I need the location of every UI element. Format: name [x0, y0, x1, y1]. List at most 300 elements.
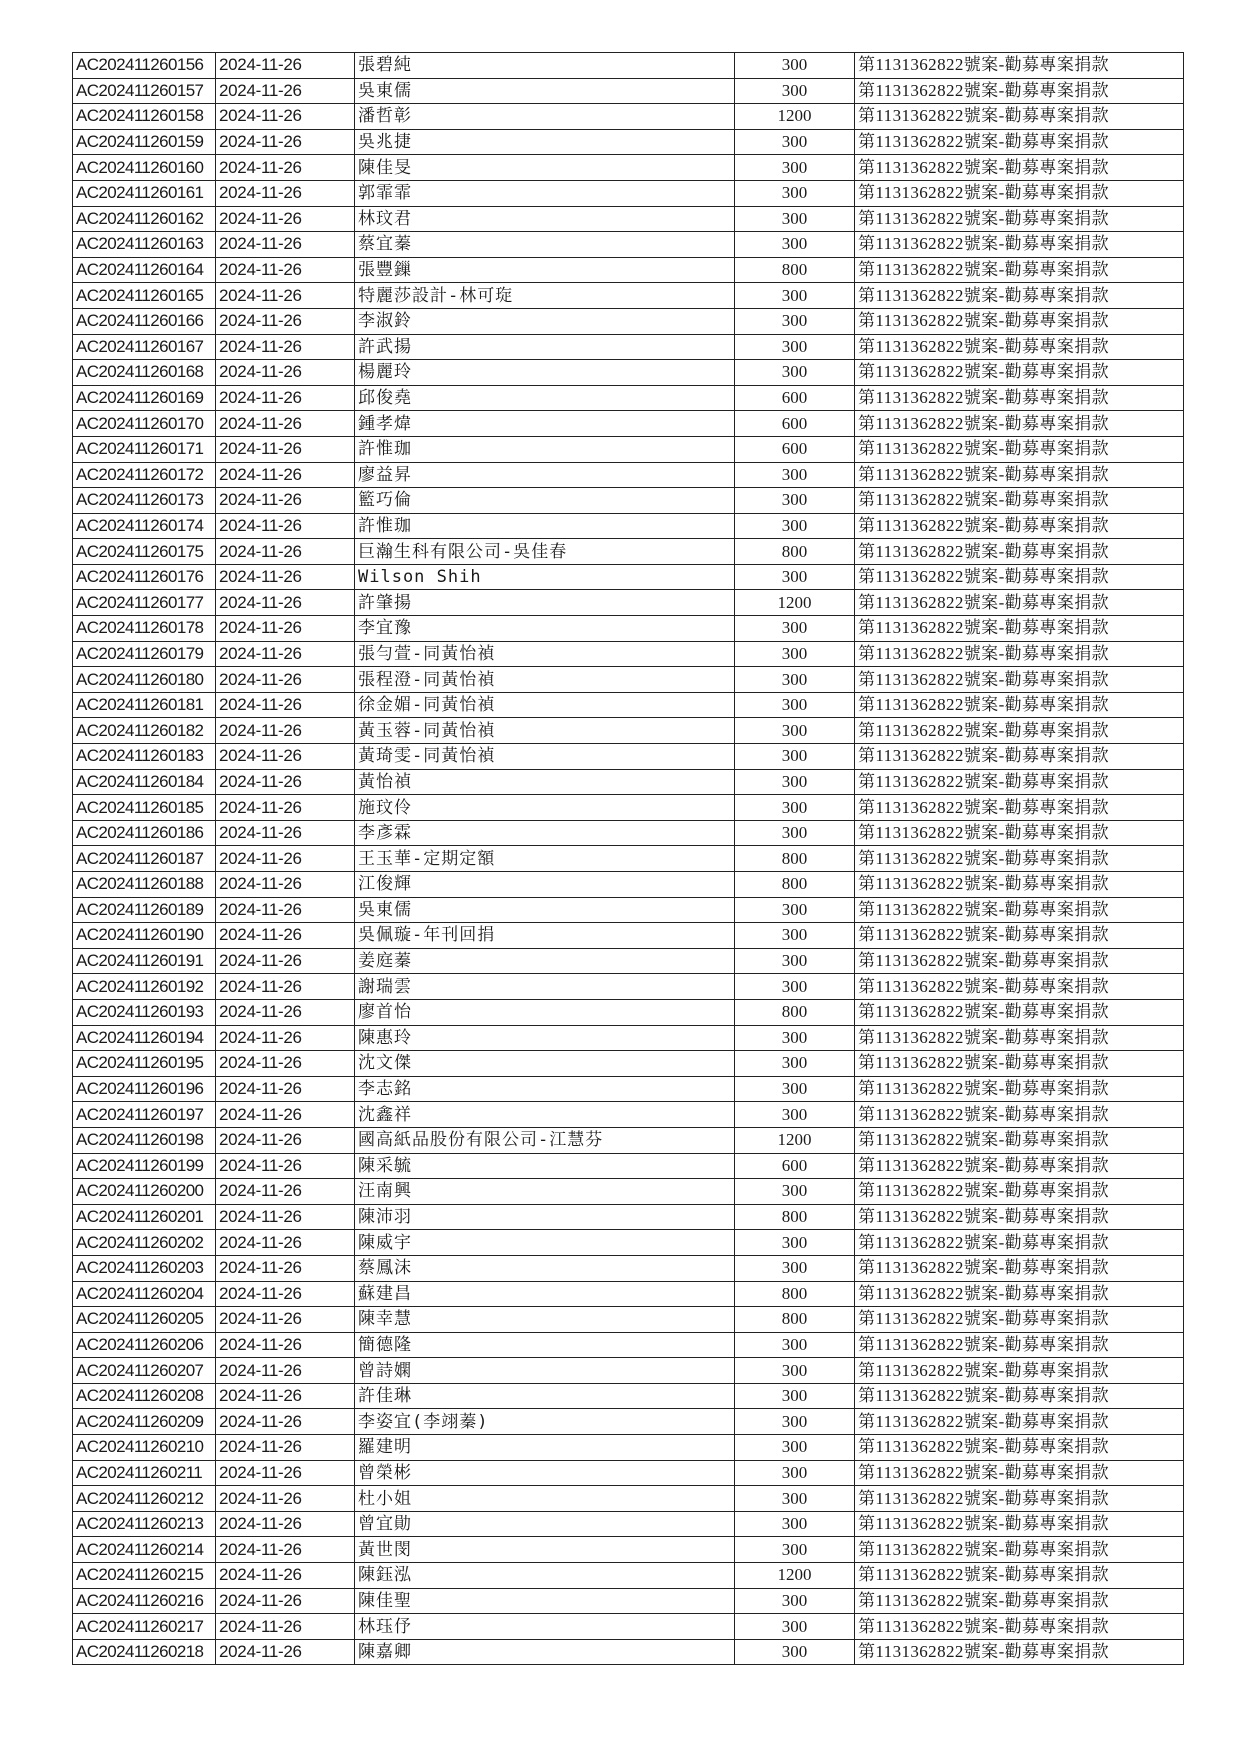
- date-cell: 2024-11-26: [216, 923, 355, 949]
- donor-name-cell: 黃玉蓉-同黃怡禎: [355, 718, 735, 744]
- donor-name-cell: 曾榮彬: [355, 1460, 735, 1486]
- note-cell: 第1131362822號案-勸募專案捐款: [855, 1588, 1184, 1614]
- donor-name-cell: 巨瀚生科有限公司-吳佳春: [355, 539, 735, 565]
- amount-cell: 300: [735, 641, 855, 667]
- amount-cell: 300: [735, 1383, 855, 1409]
- date-cell: 2024-11-26: [216, 999, 355, 1025]
- donor-name-cell: 江俊輝: [355, 872, 735, 898]
- table-row: [73, 232, 1184, 258]
- table-row: [73, 78, 1184, 104]
- amount-cell: 300: [735, 820, 855, 846]
- receipt-id-cell: AC202411260161: [73, 180, 216, 206]
- date-cell: 2024-11-26: [216, 513, 355, 539]
- receipt-id-cell: AC202411260160: [73, 155, 216, 181]
- receipt-id-cell: AC202411260205: [73, 1307, 216, 1333]
- note-cell: 第1131362822號案-勸募專案捐款: [855, 539, 1184, 565]
- amount-cell: 300: [735, 1230, 855, 1256]
- date-cell: 2024-11-26: [216, 948, 355, 974]
- amount-cell: 300: [735, 1511, 855, 1537]
- date-cell: 2024-11-26: [216, 692, 355, 718]
- amount-cell: 300: [735, 513, 855, 539]
- receipt-id-cell: AC202411260158: [73, 104, 216, 130]
- date-cell: 2024-11-26: [216, 78, 355, 104]
- note-cell: 第1131362822號案-勸募專案捐款: [855, 385, 1184, 411]
- receipt-id-cell: AC202411260196: [73, 1076, 216, 1102]
- table-row: [73, 590, 1184, 616]
- amount-cell: 600: [735, 1153, 855, 1179]
- receipt-id-cell: AC202411260206: [73, 1332, 216, 1358]
- note-cell: 第1131362822號案-勸募專案捐款: [855, 1639, 1184, 1665]
- note-cell: 第1131362822號案-勸募專案捐款: [855, 488, 1184, 514]
- receipt-id-cell: AC202411260213: [73, 1511, 216, 1537]
- receipt-id-cell: AC202411260216: [73, 1588, 216, 1614]
- receipt-id-cell: AC202411260181: [73, 692, 216, 718]
- receipt-id-cell: AC202411260214: [73, 1537, 216, 1563]
- receipt-id-cell: AC202411260175: [73, 539, 216, 565]
- table-row: [73, 974, 1184, 1000]
- donor-name-cell: 國高紙品股份有限公司-江慧芬: [355, 1127, 735, 1153]
- amount-cell: 300: [735, 1639, 855, 1665]
- receipt-id-cell: AC202411260186: [73, 820, 216, 846]
- table-row: [73, 1332, 1184, 1358]
- table-row: [73, 1076, 1184, 1102]
- amount-cell: 300: [735, 1409, 855, 1435]
- receipt-id-cell: AC202411260207: [73, 1358, 216, 1384]
- note-cell: 第1131362822號案-勸募專案捐款: [855, 744, 1184, 770]
- date-cell: 2024-11-26: [216, 283, 355, 309]
- table-row: [73, 1307, 1184, 1333]
- note-cell: 第1131362822號案-勸募專案捐款: [855, 360, 1184, 386]
- receipt-id-cell: AC202411260203: [73, 1255, 216, 1281]
- receipt-id-cell: AC202411260183: [73, 744, 216, 770]
- receipt-id-cell: AC202411260166: [73, 308, 216, 334]
- table-row: [73, 564, 1184, 590]
- date-cell: 2024-11-26: [216, 462, 355, 488]
- note-cell: 第1131362822號案-勸募專案捐款: [855, 1153, 1184, 1179]
- donor-name-cell: 李淑鈴: [355, 308, 735, 334]
- table-row: [73, 1435, 1184, 1461]
- amount-cell: 1200: [735, 590, 855, 616]
- date-cell: 2024-11-26: [216, 641, 355, 667]
- amount-cell: 300: [735, 692, 855, 718]
- date-cell: 2024-11-26: [216, 1358, 355, 1384]
- donation-ledger-table: [72, 52, 1184, 1665]
- date-cell: 2024-11-26: [216, 1435, 355, 1461]
- note-cell: 第1131362822號案-勸募專案捐款: [855, 1076, 1184, 1102]
- note-cell: 第1131362822號案-勸募專案捐款: [855, 129, 1184, 155]
- receipt-id-cell: AC202411260167: [73, 334, 216, 360]
- amount-cell: 300: [735, 180, 855, 206]
- note-cell: 第1131362822號案-勸募專案捐款: [855, 872, 1184, 898]
- date-cell: 2024-11-26: [216, 1179, 355, 1205]
- amount-cell: 300: [735, 667, 855, 693]
- donor-name-cell: 黃怡禎: [355, 769, 735, 795]
- receipt-id-cell: AC202411260208: [73, 1383, 216, 1409]
- table-row: [73, 360, 1184, 386]
- donor-name-cell: 郭霏霏: [355, 180, 735, 206]
- note-cell: 第1131362822號案-勸募專案捐款: [855, 155, 1184, 181]
- amount-cell: 800: [735, 999, 855, 1025]
- donor-name-cell: 蔡宜蓁: [355, 232, 735, 258]
- amount-cell: 300: [735, 334, 855, 360]
- table-row: [73, 53, 1184, 79]
- table-row: [73, 488, 1184, 514]
- date-cell: 2024-11-26: [216, 1486, 355, 1512]
- donor-name-cell: 姜庭蓁: [355, 948, 735, 974]
- table-row: [73, 1358, 1184, 1384]
- receipt-id-cell: AC202411260197: [73, 1102, 216, 1128]
- date-cell: 2024-11-26: [216, 180, 355, 206]
- note-cell: 第1131362822號案-勸募專案捐款: [855, 1051, 1184, 1077]
- receipt-id-cell: AC202411260171: [73, 436, 216, 462]
- table-row: [73, 539, 1184, 565]
- date-cell: 2024-11-26: [216, 667, 355, 693]
- donor-name-cell: 李彥霖: [355, 820, 735, 846]
- amount-cell: 300: [735, 232, 855, 258]
- table-row: [73, 718, 1184, 744]
- date-cell: 2024-11-26: [216, 1204, 355, 1230]
- table-row: [73, 283, 1184, 309]
- table-row: [73, 1486, 1184, 1512]
- amount-cell: 300: [735, 488, 855, 514]
- donor-name-cell: 廖益昇: [355, 462, 735, 488]
- donor-name-cell: Wilson Shih: [355, 564, 735, 590]
- donor-name-cell: 張豐鏁: [355, 257, 735, 283]
- donor-name-cell: 曾詩嫻: [355, 1358, 735, 1384]
- date-cell: 2024-11-26: [216, 1153, 355, 1179]
- amount-cell: 300: [735, 78, 855, 104]
- table-row: [73, 1588, 1184, 1614]
- amount-cell: 800: [735, 846, 855, 872]
- amount-cell: 800: [735, 539, 855, 565]
- date-cell: 2024-11-26: [216, 795, 355, 821]
- date-cell: 2024-11-26: [216, 1537, 355, 1563]
- donor-name-cell: 邱俊堯: [355, 385, 735, 411]
- receipt-id-cell: AC202411260193: [73, 999, 216, 1025]
- donor-name-cell: 陳沛羽: [355, 1204, 735, 1230]
- receipt-id-cell: AC202411260182: [73, 718, 216, 744]
- amount-cell: 300: [735, 155, 855, 181]
- date-cell: 2024-11-26: [216, 155, 355, 181]
- receipt-id-cell: AC202411260178: [73, 616, 216, 642]
- note-cell: 第1131362822號案-勸募專案捐款: [855, 53, 1184, 79]
- receipt-id-cell: AC202411260168: [73, 360, 216, 386]
- receipt-id-cell: AC202411260201: [73, 1204, 216, 1230]
- table-row: [73, 667, 1184, 693]
- table-row: [73, 1409, 1184, 1435]
- date-cell: 2024-11-26: [216, 488, 355, 514]
- table-row: [73, 257, 1184, 283]
- note-cell: 第1131362822號案-勸募專案捐款: [855, 948, 1184, 974]
- date-cell: 2024-11-26: [216, 1025, 355, 1051]
- table-row: [73, 385, 1184, 411]
- table-row: [73, 1230, 1184, 1256]
- receipt-id-cell: AC202411260177: [73, 590, 216, 616]
- donor-name-cell: 李宜豫: [355, 616, 735, 642]
- note-cell: 第1131362822號案-勸募專案捐款: [855, 1460, 1184, 1486]
- date-cell: 2024-11-26: [216, 308, 355, 334]
- date-cell: 2024-11-26: [216, 1051, 355, 1077]
- date-cell: 2024-11-26: [216, 820, 355, 846]
- date-cell: 2024-11-26: [216, 206, 355, 232]
- donor-name-cell: 陳佳旻: [355, 155, 735, 181]
- table-row: [73, 948, 1184, 974]
- date-cell: 2024-11-26: [216, 897, 355, 923]
- receipt-id-cell: AC202411260218: [73, 1639, 216, 1665]
- note-cell: 第1131362822號案-勸募專案捐款: [855, 846, 1184, 872]
- table-row: [73, 1255, 1184, 1281]
- table-row: [73, 744, 1184, 770]
- table-row: [73, 923, 1184, 949]
- date-cell: 2024-11-26: [216, 436, 355, 462]
- date-cell: 2024-11-26: [216, 744, 355, 770]
- amount-cell: 300: [735, 1588, 855, 1614]
- donor-name-cell: 曾宜勛: [355, 1511, 735, 1537]
- receipt-id-cell: AC202411260204: [73, 1281, 216, 1307]
- amount-cell: 300: [735, 795, 855, 821]
- amount-cell: 300: [735, 923, 855, 949]
- amount-cell: 300: [735, 1537, 855, 1563]
- date-cell: 2024-11-26: [216, 846, 355, 872]
- receipt-id-cell: AC202411260215: [73, 1563, 216, 1589]
- note-cell: 第1131362822號案-勸募專案捐款: [855, 1230, 1184, 1256]
- note-cell: 第1131362822號案-勸募專案捐款: [855, 180, 1184, 206]
- amount-cell: 300: [735, 1255, 855, 1281]
- donor-name-cell: 黃琦雯-同黃怡禎: [355, 744, 735, 770]
- receipt-id-cell: AC202411260199: [73, 1153, 216, 1179]
- amount-cell: 300: [735, 1102, 855, 1128]
- date-cell: 2024-11-26: [216, 564, 355, 590]
- amount-cell: 800: [735, 257, 855, 283]
- date-cell: 2024-11-26: [216, 257, 355, 283]
- donor-name-cell: 林玟君: [355, 206, 735, 232]
- table-row: [73, 1383, 1184, 1409]
- note-cell: 第1131362822號案-勸募專案捐款: [855, 1614, 1184, 1640]
- donor-name-cell: 王玉華-定期定額: [355, 846, 735, 872]
- donor-name-cell: 張勻萱-同黃怡禎: [355, 641, 735, 667]
- donor-name-cell: 鍾孝煒: [355, 411, 735, 437]
- donor-name-cell: 張程澄-同黃怡禎: [355, 667, 735, 693]
- amount-cell: 300: [735, 769, 855, 795]
- note-cell: 第1131362822號案-勸募專案捐款: [855, 1537, 1184, 1563]
- amount-cell: 300: [735, 1025, 855, 1051]
- receipt-id-cell: AC202411260217: [73, 1614, 216, 1640]
- date-cell: 2024-11-26: [216, 1230, 355, 1256]
- receipt-id-cell: AC202411260157: [73, 78, 216, 104]
- note-cell: 第1131362822號案-勸募專案捐款: [855, 667, 1184, 693]
- date-cell: 2024-11-26: [216, 1255, 355, 1281]
- note-cell: 第1131362822號案-勸募專案捐款: [855, 334, 1184, 360]
- amount-cell: 800: [735, 1281, 855, 1307]
- donor-name-cell: 汪南興: [355, 1179, 735, 1205]
- donor-name-cell: 許肇揚: [355, 590, 735, 616]
- date-cell: 2024-11-26: [216, 1511, 355, 1537]
- table-row: [73, 641, 1184, 667]
- note-cell: 第1131362822號案-勸募專案捐款: [855, 974, 1184, 1000]
- table-row: [73, 1204, 1184, 1230]
- note-cell: 第1131362822號案-勸募專案捐款: [855, 1102, 1184, 1128]
- donor-name-cell: 張碧純: [355, 53, 735, 79]
- note-cell: 第1131362822號案-勸募專案捐款: [855, 923, 1184, 949]
- note-cell: 第1131362822號案-勸募專案捐款: [855, 999, 1184, 1025]
- receipt-id-cell: AC202411260198: [73, 1127, 216, 1153]
- note-cell: 第1131362822號案-勸募專案捐款: [855, 1332, 1184, 1358]
- amount-cell: 800: [735, 872, 855, 898]
- receipt-id-cell: AC202411260209: [73, 1409, 216, 1435]
- receipt-id-cell: AC202411260162: [73, 206, 216, 232]
- amount-cell: 300: [735, 1460, 855, 1486]
- table-row: [73, 616, 1184, 642]
- receipt-id-cell: AC202411260210: [73, 1435, 216, 1461]
- table-row: [73, 769, 1184, 795]
- receipt-id-cell: AC202411260189: [73, 897, 216, 923]
- table-row: [73, 411, 1184, 437]
- amount-cell: 300: [735, 53, 855, 79]
- donor-name-cell: 陳嘉卿: [355, 1639, 735, 1665]
- receipt-id-cell: AC202411260195: [73, 1051, 216, 1077]
- receipt-id-cell: AC202411260176: [73, 564, 216, 590]
- date-cell: 2024-11-26: [216, 590, 355, 616]
- donor-name-cell: 蘇建昌: [355, 1281, 735, 1307]
- table-row: [73, 1537, 1184, 1563]
- date-cell: 2024-11-26: [216, 974, 355, 1000]
- table-row: [73, 104, 1184, 130]
- donor-name-cell: 羅建明: [355, 1435, 735, 1461]
- receipt-id-cell: AC202411260179: [73, 641, 216, 667]
- receipt-id-cell: AC202411260172: [73, 462, 216, 488]
- note-cell: 第1131362822號案-勸募專案捐款: [855, 616, 1184, 642]
- receipt-id-cell: AC202411260164: [73, 257, 216, 283]
- note-cell: 第1131362822號案-勸募專案捐款: [855, 104, 1184, 130]
- receipt-id-cell: AC202411260180: [73, 667, 216, 693]
- date-cell: 2024-11-26: [216, 769, 355, 795]
- table-row: [73, 1281, 1184, 1307]
- date-cell: 2024-11-26: [216, 232, 355, 258]
- table-row: [73, 1051, 1184, 1077]
- table-row: [73, 1102, 1184, 1128]
- receipt-id-cell: AC202411260200: [73, 1179, 216, 1205]
- table-row: [73, 820, 1184, 846]
- note-cell: 第1131362822號案-勸募專案捐款: [855, 1025, 1184, 1051]
- donor-name-cell: 林珏伃: [355, 1614, 735, 1640]
- amount-cell: 300: [735, 1435, 855, 1461]
- table-row: [73, 1127, 1184, 1153]
- receipt-id-cell: AC202411260191: [73, 948, 216, 974]
- amount-cell: 1200: [735, 1563, 855, 1589]
- receipt-id-cell: AC202411260174: [73, 513, 216, 539]
- amount-cell: 300: [735, 308, 855, 334]
- note-cell: 第1131362822號案-勸募專案捐款: [855, 1486, 1184, 1512]
- donor-name-cell: 李志銘: [355, 1076, 735, 1102]
- note-cell: 第1131362822號案-勸募專案捐款: [855, 436, 1184, 462]
- note-cell: 第1131362822號案-勸募專案捐款: [855, 1281, 1184, 1307]
- donor-name-cell: 蔡鳳沫: [355, 1255, 735, 1281]
- amount-cell: 300: [735, 1179, 855, 1205]
- table-row: [73, 1563, 1184, 1589]
- receipt-id-cell: AC202411260187: [73, 846, 216, 872]
- date-cell: 2024-11-26: [216, 1588, 355, 1614]
- date-cell: 2024-11-26: [216, 1076, 355, 1102]
- table-row: [73, 436, 1184, 462]
- donor-name-cell: 吳佩璇-年刊回捐: [355, 923, 735, 949]
- note-cell: 第1131362822號案-勸募專案捐款: [855, 897, 1184, 923]
- table-row: [73, 334, 1184, 360]
- table-row: [73, 206, 1184, 232]
- table-row: [73, 1153, 1184, 1179]
- table-row: [73, 897, 1184, 923]
- amount-cell: 600: [735, 385, 855, 411]
- donor-name-cell: 陳采毓: [355, 1153, 735, 1179]
- date-cell: 2024-11-26: [216, 385, 355, 411]
- donor-name-cell: 沈文傑: [355, 1051, 735, 1077]
- amount-cell: 300: [735, 897, 855, 923]
- table-row: [73, 692, 1184, 718]
- receipt-id-cell: AC202411260212: [73, 1486, 216, 1512]
- donor-name-cell: 李姿宜(李翊蓁): [355, 1409, 735, 1435]
- donor-name-cell: 特麗莎設計-林可琁: [355, 283, 735, 309]
- receipt-id-cell: AC202411260190: [73, 923, 216, 949]
- date-cell: 2024-11-26: [216, 104, 355, 130]
- table-row: [73, 846, 1184, 872]
- amount-cell: 300: [735, 564, 855, 590]
- donor-name-cell: 楊麗玲: [355, 360, 735, 386]
- amount-cell: 300: [735, 744, 855, 770]
- amount-cell: 1200: [735, 1127, 855, 1153]
- date-cell: 2024-11-26: [216, 1460, 355, 1486]
- note-cell: 第1131362822號案-勸募專案捐款: [855, 283, 1184, 309]
- note-cell: 第1131362822號案-勸募專案捐款: [855, 1435, 1184, 1461]
- ledger-body: [73, 53, 1184, 1665]
- table-row: [73, 1511, 1184, 1537]
- amount-cell: 300: [735, 283, 855, 309]
- table-row: [73, 462, 1184, 488]
- note-cell: 第1131362822號案-勸募專案捐款: [855, 513, 1184, 539]
- table-row: [73, 872, 1184, 898]
- note-cell: 第1131362822號案-勸募專案捐款: [855, 308, 1184, 334]
- receipt-id-cell: AC202411260163: [73, 232, 216, 258]
- amount-cell: 300: [735, 206, 855, 232]
- date-cell: 2024-11-26: [216, 1383, 355, 1409]
- table-row: [73, 155, 1184, 181]
- note-cell: 第1131362822號案-勸募專案捐款: [855, 1204, 1184, 1230]
- donor-name-cell: 陳惠玲: [355, 1025, 735, 1051]
- note-cell: 第1131362822號案-勸募專案捐款: [855, 78, 1184, 104]
- donor-name-cell: 許惟珈: [355, 436, 735, 462]
- note-cell: 第1131362822號案-勸募專案捐款: [855, 462, 1184, 488]
- note-cell: 第1131362822號案-勸募專案捐款: [855, 1409, 1184, 1435]
- receipt-id-cell: AC202411260211: [73, 1460, 216, 1486]
- note-cell: 第1131362822號案-勸募專案捐款: [855, 206, 1184, 232]
- date-cell: 2024-11-26: [216, 1563, 355, 1589]
- amount-cell: 300: [735, 129, 855, 155]
- date-cell: 2024-11-26: [216, 411, 355, 437]
- donor-name-cell: 許惟珈: [355, 513, 735, 539]
- date-cell: 2024-11-26: [216, 539, 355, 565]
- note-cell: 第1131362822號案-勸募專案捐款: [855, 1127, 1184, 1153]
- note-cell: 第1131362822號案-勸募專案捐款: [855, 1307, 1184, 1333]
- date-cell: 2024-11-26: [216, 718, 355, 744]
- donor-name-cell: 吳東儒: [355, 78, 735, 104]
- date-cell: 2024-11-26: [216, 129, 355, 155]
- table-row: [73, 513, 1184, 539]
- receipt-id-cell: AC202411260170: [73, 411, 216, 437]
- date-cell: 2024-11-26: [216, 1409, 355, 1435]
- note-cell: 第1131362822號案-勸募專案捐款: [855, 564, 1184, 590]
- donor-name-cell: 陳鈺泓: [355, 1563, 735, 1589]
- table-row: [73, 795, 1184, 821]
- amount-cell: 800: [735, 1307, 855, 1333]
- table-row: [73, 1614, 1184, 1640]
